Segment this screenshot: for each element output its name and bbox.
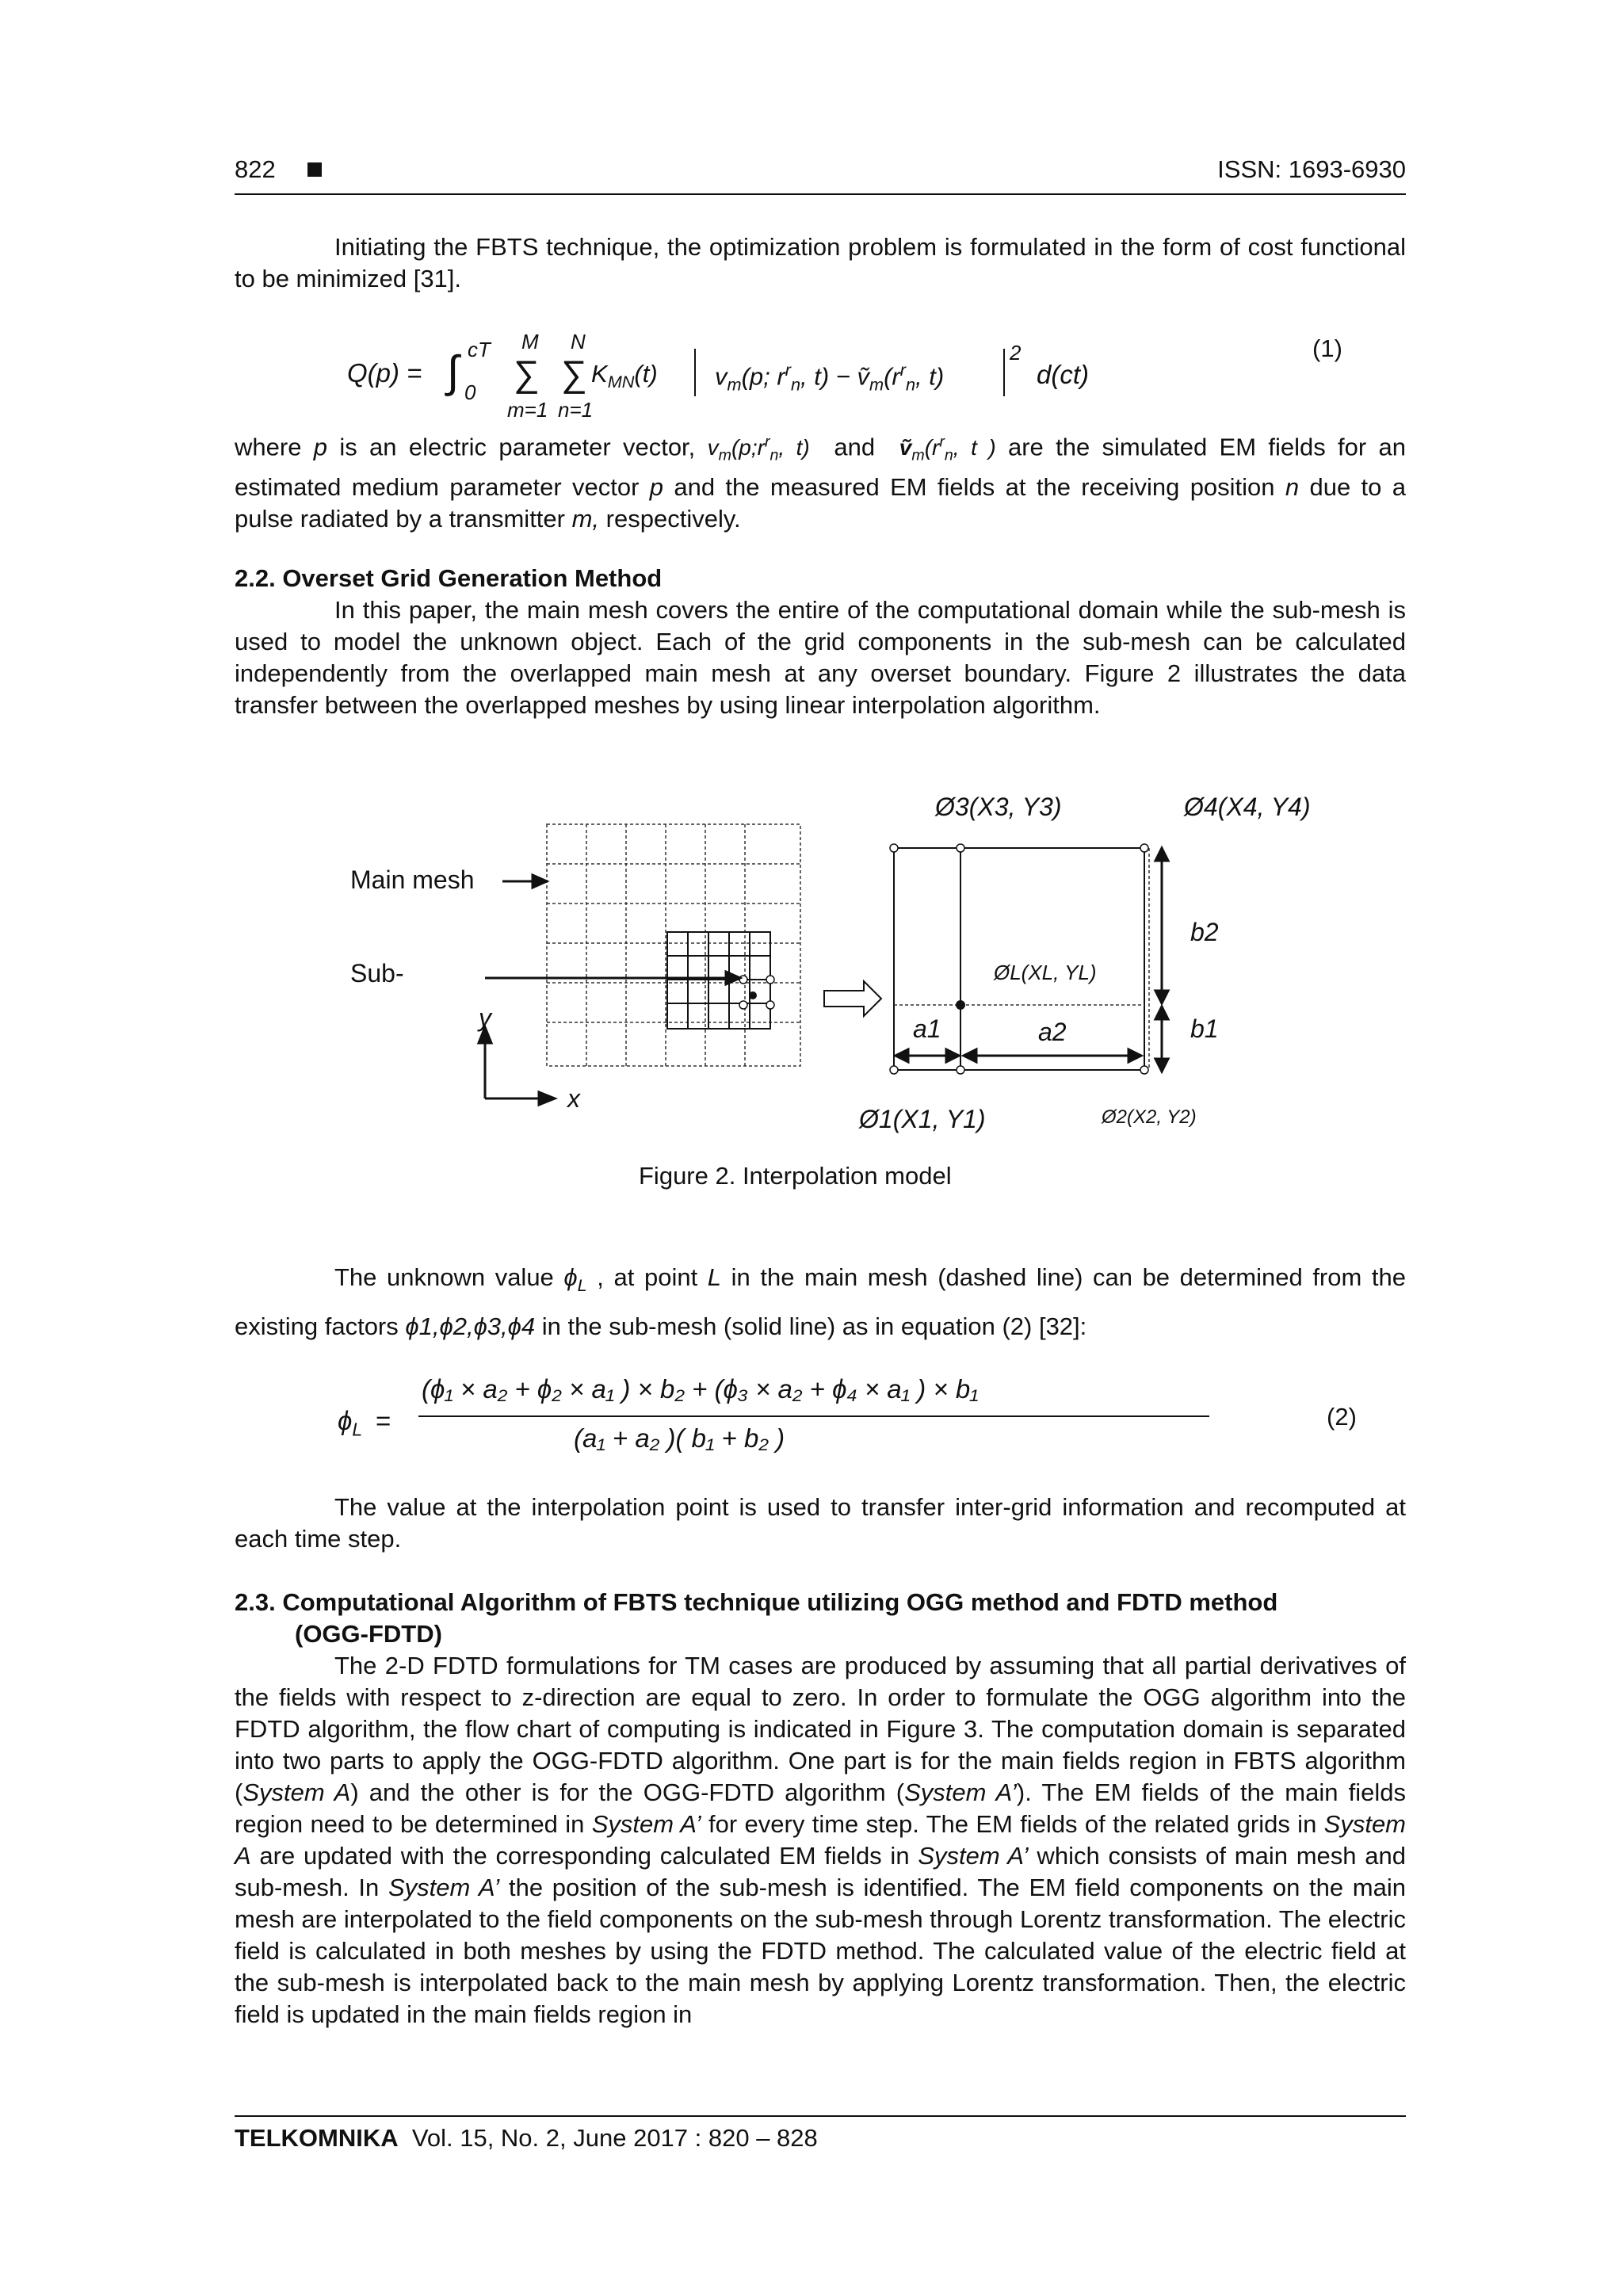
eq1-sum2-upper: N — [571, 330, 586, 353]
equation-1 — [235, 325, 1406, 436]
label-phiL: ØL(XL, YL) — [994, 961, 1097, 984]
eq1-dct: d(ct) — [1037, 360, 1089, 389]
section-2-2-title: 2.2. Overset Grid Generation Method — [235, 564, 663, 592]
equation-2 — [235, 1374, 1406, 1469]
s23-b3: ). The EM fields of the main fields region need to be determined in — [235, 1778, 1406, 1838]
eq1-vt-args: (r — [884, 362, 900, 391]
p2-t3: are the simulated EM fields for an estimated medium parameter vector — [235, 433, 1407, 501]
eq1-vt-sub: m — [869, 374, 884, 395]
p2-vm-v: v — [707, 435, 719, 460]
footer-info: Vol. 15, No. 2, June 2017 : 820 – 828 — [411, 2124, 818, 2152]
abs-bar-left — [694, 349, 696, 396]
s23-sysA2-b: System A’ — [591, 1810, 701, 1838]
square-bullet-icon — [307, 162, 322, 177]
p2-vm-nsub: n — [769, 446, 779, 464]
eq1-k-sub: MN — [607, 372, 635, 392]
eq1-int-lower: 0 — [464, 380, 476, 404]
label-a2: a2 — [1038, 1018, 1067, 1046]
eq1-number: (1) — [1312, 334, 1342, 362]
eq1-sum1-upper: M — [521, 330, 539, 353]
p2-vm-sup: r — [764, 434, 770, 451]
paragraph-intro: Initiating the FBTS technique, the optimization problem is formulated in the form of cost functional to be minimized [31]. — [235, 233, 1406, 292]
label-b2: b2 — [1190, 918, 1219, 946]
p2-vt-args: (r — [924, 435, 940, 460]
eq1-sum1-lower: m=1 — [507, 398, 548, 422]
page-footer — [235, 2124, 818, 2153]
eq1-exp: 2 — [1010, 341, 1022, 365]
p2-t4: and the measured EM fields at the receiving position — [663, 472, 1285, 501]
eq2-numerator: (ϕ₁ × a₂ + ϕ₂ × a₁ ) × b₂ + (ϕ₃ × a₂ + ϕ₄ × a₁ ) × b₁ — [422, 1374, 979, 1404]
label-phi1: Ø1(X1, Y1) — [859, 1105, 986, 1133]
p3-phi: ϕ — [563, 1263, 578, 1291]
label-b1: b1 — [1190, 1014, 1219, 1043]
p2-t2: is an electric parameter vector, — [327, 433, 708, 461]
section-2-3-body — [235, 1650, 1406, 2030]
p3-t4: in the sub-mesh (solid line) as in equation (2) [32]: — [535, 1312, 1087, 1341]
header-rule — [235, 193, 1406, 195]
eq1-r2-sup: r — [899, 360, 906, 380]
p2-vt-nsub: n — [944, 446, 953, 464]
eq2-fraction-bar — [418, 1415, 1209, 1417]
interpolation-diagram — [0, 777, 1623, 1205]
paragraph-unknown-value — [235, 1257, 1406, 1347]
p2-t6: respectively. — [599, 504, 741, 533]
eq1-v-args2: , t) − — [800, 362, 857, 391]
p2-vt-sup: r — [939, 434, 945, 451]
s23-sysA2: System A’ — [904, 1778, 1017, 1806]
eq1-k: K — [591, 360, 608, 388]
p2-vm — [707, 434, 810, 464]
main-mesh-border — [547, 824, 800, 1066]
s23-sysA2-c: System A’ — [918, 1842, 1029, 1870]
p3-L: L — [707, 1263, 722, 1291]
abs-bar-right — [1003, 349, 1005, 396]
eq1-n-sub: n — [790, 374, 800, 395]
label-sub: Sub- — [350, 959, 404, 988]
section-2-3-title — [235, 1587, 1406, 1650]
p3-t2: , at point — [586, 1263, 708, 1291]
sum-icon: ∑ — [514, 353, 540, 394]
eq1-v-args: (p; r — [741, 362, 785, 391]
p2-vt — [899, 434, 996, 464]
label-a1: a1 — [913, 1014, 941, 1043]
s23-b6: which consists of main mesh and sub-mesh. In — [235, 1842, 1406, 1901]
p2-vm-args2: , t) — [778, 435, 810, 460]
eq2-equals: = — [376, 1406, 391, 1435]
eq1-r-sup: r — [785, 360, 791, 380]
footer-rule — [235, 2115, 1406, 2117]
label-phi4: Ø4(X4, Y4) — [1184, 793, 1311, 821]
p2-and: and — [834, 433, 876, 461]
main-mesh-grid — [547, 824, 800, 1066]
eq2-phi: ϕ — [338, 1406, 353, 1435]
figure-2 — [0, 777, 1623, 1205]
s23-sysA-b: System A — [235, 1810, 1407, 1870]
eq1-residual — [715, 360, 944, 395]
p2-vt-v: ṽ — [899, 435, 912, 460]
arrow-main-mesh — [533, 875, 547, 888]
footer-journal: TELKOMNIKA — [235, 2124, 399, 2152]
p3-phis: ϕ1,ϕ2,ϕ3,ϕ4 — [405, 1312, 536, 1341]
section-2-2-body: In this paper, the main mesh covers the entire of the computational domain while the sub-mesh is used to model the unknown object. Each of the grid components in the sub-mesh can be calculated independently from the overlapped main mesh at any overset boundary. Figure 2 illustrates the data transfer between the overlapped meshes by using linear interpolation algorithm. — [235, 596, 1406, 719]
eq1-vt: ṽ — [857, 362, 869, 391]
p2-t1: where — [235, 433, 314, 461]
s23-b4: for every time step. The EM fields of the related grids in — [701, 1810, 1324, 1838]
p3-t3: in the main mesh (dashed line) can be determined from the existing factors — [235, 1263, 1407, 1341]
s23-b2: ) and the other is for the OGG-FDTD algorithm ( — [350, 1778, 905, 1806]
eq2-lhs — [338, 1406, 362, 1441]
figure-caption: Figure 2. Interpolation model — [639, 1162, 952, 1190]
eq2-phi-sub: L — [352, 1419, 363, 1440]
eq1-sum2-lower: n=1 — [558, 398, 594, 422]
point-L — [956, 1000, 965, 1010]
interp-point-small — [749, 991, 757, 999]
p2-m: m, — [571, 504, 600, 533]
arrows — [479, 875, 740, 1105]
sum-icon: ∑ — [561, 353, 587, 394]
eq1-k-t: (t) — [634, 360, 658, 388]
eq1-kernel — [591, 360, 658, 392]
eq1-vt-args2: , t) — [915, 362, 945, 391]
eq1-v: v — [715, 362, 727, 391]
p3-phi-sub: L — [577, 1275, 587, 1296]
axis-x-arrow — [539, 1092, 555, 1105]
s23-sysA2-d: System A’ — [388, 1874, 500, 1901]
page-header — [235, 155, 1406, 187]
paragraph-interp-value: The value at the interpolation point is used to transfer inter-grid information and recomputed at each time step. — [235, 1493, 1406, 1553]
p2-t5: due to a pulse radiated by a transmitter — [235, 472, 1407, 533]
section-2-3-title-line2: (OGG-FDTD) — [295, 1620, 442, 1648]
label-main-mesh: Main mesh — [350, 865, 475, 894]
p3-phiL — [563, 1263, 587, 1296]
p2-vm-args: (p;r — [731, 435, 765, 460]
label-phi2: Ø2(X2, Y2) — [1102, 1106, 1197, 1128]
eq1-lhs: Q(p) = — [347, 358, 422, 388]
eq1-v-sub: m — [727, 374, 742, 395]
eq1-int-upper: cT — [468, 338, 491, 361]
s23-sysA: System A — [242, 1778, 351, 1806]
sub-mesh-grid — [667, 932, 770, 1029]
paragraph-where — [235, 426, 1406, 535]
integral-icon: ∫ — [447, 346, 460, 396]
label-axis-x: x — [567, 1084, 580, 1113]
eq2-denominator: (a₁ + a₂ )( b₁ + b₂ ) — [574, 1423, 785, 1453]
s23-b1: The 2-D FDTD formulations for TM cases are produced by assuming that all partial derivatives of the fields with respect to z-direction are equal to zero. In order to formulate the OGG algorithm into the FDTD algorithm, the flow chart of computing is indicated in Figure 3. The computation domain is separated into two parts to apply the OGG-FDTD algorithm. One part is for the main fields region in FBTS algorithm ( — [235, 1652, 1406, 1806]
s23-b7: the position of the sub-mesh is identified. The EM field components on the main mesh are interpolated to the field components on the sub-mesh through Lorentz transformation. The electric field is calculated in both meshes by using the FDTD method. The calculated value of the electric field at the sub-mesh is interpolated back to the main mesh by applying Lorentz transformation. Then, the electric field is updated in the main fields region in — [235, 1874, 1406, 2028]
eq1-n2-sub: n — [905, 374, 916, 395]
eq2-number: (2) — [1327, 1403, 1357, 1431]
transfer-arrow-icon — [824, 981, 881, 1016]
p2-n: n — [1285, 472, 1300, 501]
s23-b5: are updated with the corresponding calculated EM fields in — [250, 1842, 918, 1870]
p3-t1: The unknown value — [334, 1263, 564, 1291]
page-number: 822 — [235, 155, 276, 183]
p2-vt-args2: , t ) — [953, 435, 996, 460]
p2-p2: p — [649, 472, 664, 501]
issn: ISSN: 1693-6930 — [1217, 155, 1406, 183]
p2-vm-sub: m — [718, 446, 731, 464]
label-axis-y: y — [479, 1003, 491, 1032]
label-phi3: Ø3(X3, Y3) — [935, 793, 1062, 821]
p2-p: p — [313, 433, 328, 461]
p2-vt-sub: m — [911, 446, 925, 464]
section-2-3-title-line1: 2.3. Computational Algorithm of FBTS technique utilizing OGG method and FDTD method — [235, 1588, 1278, 1616]
